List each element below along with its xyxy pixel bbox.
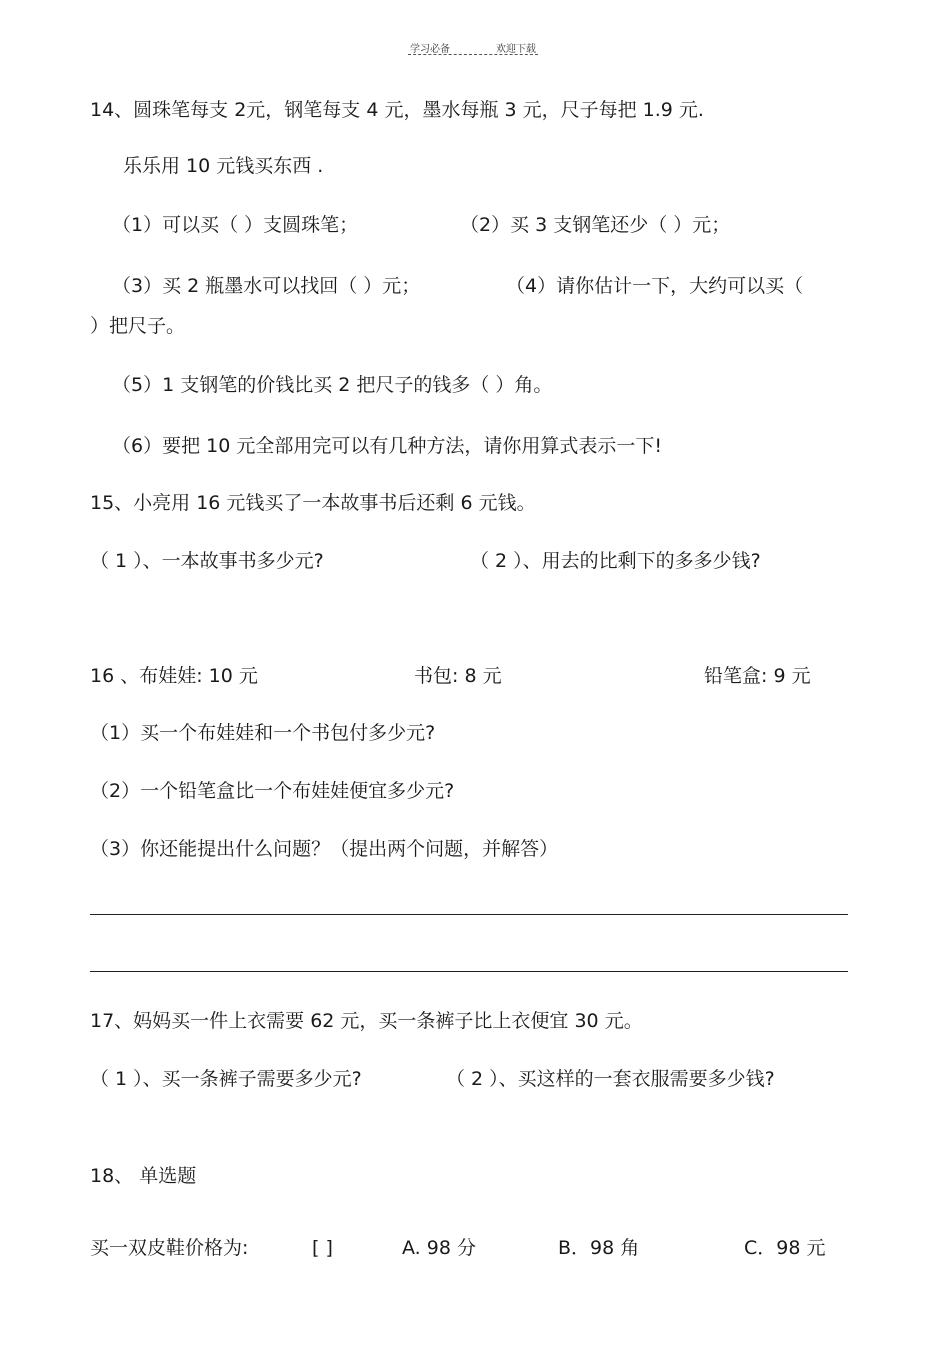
q14-stem: 14、圆珠笔每支 2元，钢笔每支 4 元，墨水每瓶 3 元，尺子每把 1.9 元. bbox=[90, 99, 704, 121]
q14-part-2: （2）买 3 支钢笔还少（ ）元； bbox=[460, 214, 731, 236]
q14-part-6: （6）要把 10 元全部用完可以有几种方法，请你用算式表示一下! bbox=[112, 435, 662, 457]
q15-part-2: （ 2 ）、用去的比剩下的多多少钱? bbox=[470, 550, 761, 572]
header-divider bbox=[408, 54, 538, 55]
q16-part-2: （2）一个铅笔盒比一个布娃娃便宜多少元? bbox=[90, 780, 455, 802]
answer-line bbox=[90, 971, 848, 972]
header-left-text: 学习必备 bbox=[410, 44, 450, 55]
q18-option-b: B．98 角 bbox=[558, 1237, 640, 1259]
q14-part-5: （5）1 支钢笔的价钱比买 2 把尺子的钱多（ ）角。 bbox=[112, 374, 553, 396]
q18-option-c: C．98 元 bbox=[744, 1237, 826, 1259]
q14-part-4-cont: ）把尺子。 bbox=[90, 315, 186, 337]
q17-part-1: （ 1 ）、买一条裤子需要多少元? bbox=[90, 1068, 362, 1090]
q18-title: 18、 单选题 bbox=[90, 1165, 197, 1187]
q16-item-pencilcase: 铅笔盒: 9 元 bbox=[704, 665, 811, 687]
q15-stem: 15、小亮用 16 元钱买了一本故事书后还剩 6 元钱。 bbox=[90, 492, 536, 514]
q17-part-2: （ 2 ）、买这样的一套衣服需要多少钱? bbox=[446, 1068, 775, 1090]
q14-part-3: （3）买 2 瓶墨水可以找回（ ）元； bbox=[112, 275, 421, 297]
q18-stem: 买一双皮鞋价格为: bbox=[90, 1237, 249, 1259]
q14-stem-cont: 乐乐用 10 元钱买东西 . bbox=[123, 155, 324, 177]
q18-option-a: A. 98 分 bbox=[402, 1237, 476, 1259]
answer-line bbox=[90, 914, 848, 915]
q17-stem: 17、妈妈买一件上衣需要 62 元，买一条裤子比上衣便宜 30 元。 bbox=[90, 1010, 643, 1032]
q14-part-1: （1）可以买（ ）支圆珠笔； bbox=[112, 214, 359, 236]
q18-answer-bracket: [ ] bbox=[312, 1237, 333, 1259]
q14-part-4: （4）请你估计一下，大约可以买（ bbox=[506, 275, 804, 297]
q16-item-schoolbag: 书包: 8 元 bbox=[414, 665, 502, 687]
q15-part-1: （ 1 ）、一本故事书多少元? bbox=[90, 550, 324, 572]
q16-item-doll: 16 、布娃娃: 10 元 bbox=[90, 665, 258, 687]
page-header bbox=[408, 40, 538, 56]
header-right-text: 欢迎下载 bbox=[496, 44, 536, 55]
q16-part-3: （3）你还能提出什么问题？（提出两个问题，并解答） bbox=[90, 838, 559, 860]
q16-part-1: （1）买一个布娃娃和一个书包付多少元? bbox=[90, 722, 436, 744]
